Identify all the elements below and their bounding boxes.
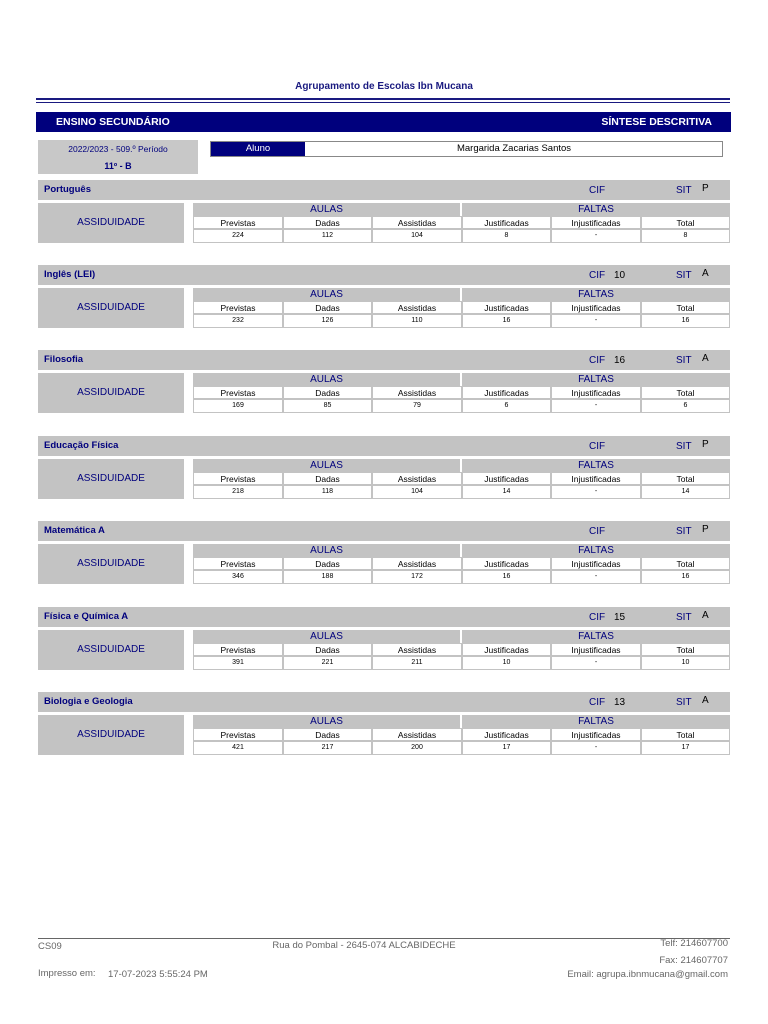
faltas-header: FALTAS	[462, 459, 730, 472]
cif-value: 10	[614, 270, 626, 281]
attendance-label: ASSIDUIDADE	[38, 544, 184, 584]
table-cell: 8	[462, 229, 551, 243]
student-box	[210, 141, 723, 157]
attendance-label: ASSIDUIDADE	[38, 288, 184, 328]
aulas-header: AULAS	[193, 630, 460, 643]
table-cell: 172	[372, 570, 462, 584]
column-header: Total	[641, 216, 730, 229]
column-header: Injustificadas	[551, 643, 641, 656]
subject-header-bar	[38, 521, 730, 541]
school-year-period: 2022/2023 - 509.º Período	[68, 144, 168, 154]
table-cell: 10	[462, 656, 551, 670]
subject-header-bar	[38, 265, 730, 285]
table-cell: 391	[193, 656, 283, 670]
table-cell: 14	[641, 485, 730, 499]
table-cell: 217	[283, 741, 372, 755]
aulas-header: AULAS	[193, 203, 460, 216]
table-cell: 126	[283, 314, 372, 328]
column-header: Previstas	[193, 728, 283, 741]
column-header: Previstas	[193, 386, 283, 399]
column-header: Injustificadas	[551, 386, 641, 399]
column-header: Justificadas	[462, 472, 551, 485]
cif-label: CIF	[589, 355, 606, 366]
subject-header-bar	[38, 692, 730, 712]
subject-name: Biologia e Geologia	[44, 696, 133, 707]
table-cell: -	[551, 741, 641, 755]
column-header: Dadas	[283, 728, 372, 741]
aulas-header: AULAS	[193, 715, 460, 728]
printed-date: 17-07-2023 5:55:24 PM	[108, 969, 208, 980]
table-cell: 104	[372, 229, 462, 243]
sit-value: A	[702, 610, 709, 621]
subject-block	[38, 521, 730, 597]
form-code: CS09	[38, 941, 62, 952]
column-header: Assistidas	[372, 216, 462, 229]
table-cell: 110	[372, 314, 462, 328]
cif-label: CIF	[589, 185, 606, 196]
sit-value: P	[702, 524, 709, 535]
attendance-label: ASSIDUIDADE	[38, 715, 184, 755]
aulas-header: AULAS	[193, 288, 460, 301]
table-cell: 224	[193, 229, 283, 243]
subject-block	[38, 607, 730, 683]
subject-header-bar	[38, 350, 730, 370]
sit-value: P	[702, 439, 709, 450]
table-cell: 17	[462, 741, 551, 755]
table-cell: 218	[193, 485, 283, 499]
period-box	[38, 140, 198, 174]
subject-block	[38, 350, 730, 426]
table-cell: 16	[641, 570, 730, 584]
sit-value: P	[702, 183, 709, 194]
faltas-header: FALTAS	[462, 288, 730, 301]
subject-header-bar	[38, 436, 730, 456]
column-header: Total	[641, 472, 730, 485]
header-rule-thin	[36, 102, 730, 103]
footer-email: Email: agrupa.ibnmucana@gmail.com	[567, 969, 728, 980]
column-header: Previstas	[193, 301, 283, 314]
column-header: Justificadas	[462, 216, 551, 229]
aulas-header: AULAS	[193, 544, 460, 557]
column-header: Justificadas	[462, 386, 551, 399]
faltas-header: FALTAS	[462, 630, 730, 643]
column-header: Total	[641, 386, 730, 399]
column-header: Previstas	[193, 216, 283, 229]
column-header: Assistidas	[372, 728, 462, 741]
table-cell: 118	[283, 485, 372, 499]
column-header: Justificadas	[462, 728, 551, 741]
column-header: Injustificadas	[551, 216, 641, 229]
table-cell: 16	[641, 314, 730, 328]
table-cell: 79	[372, 399, 462, 413]
sit-label: SIT	[676, 697, 692, 708]
column-header: Dadas	[283, 216, 372, 229]
table-cell: 421	[193, 741, 283, 755]
subject-block	[38, 692, 730, 768]
table-cell: -	[551, 570, 641, 584]
column-header: Total	[641, 728, 730, 741]
sit-label: SIT	[676, 270, 692, 281]
table-cell: 85	[283, 399, 372, 413]
section-header-bar	[36, 112, 731, 132]
column-header: Dadas	[283, 472, 372, 485]
table-cell: -	[551, 485, 641, 499]
table-cell: -	[551, 656, 641, 670]
column-header: Dadas	[283, 386, 372, 399]
footer-rule	[38, 938, 730, 939]
table-cell: 6	[641, 399, 730, 413]
table-cell: 112	[283, 229, 372, 243]
aulas-header: AULAS	[193, 373, 460, 386]
footer-address: Rua do Pombal - 2645-074 ALCABIDECHE	[272, 940, 456, 951]
header-rule	[36, 98, 730, 100]
table-cell: 346	[193, 570, 283, 584]
subject-name: Física e Química A	[44, 611, 129, 622]
column-header: Previstas	[193, 472, 283, 485]
table-cell: 211	[372, 656, 462, 670]
cif-label: CIF	[589, 441, 606, 452]
table-cell: 200	[372, 741, 462, 755]
sit-label: SIT	[676, 441, 692, 452]
subject-name: Matemática A	[44, 525, 105, 536]
subject-name: Filosofia	[44, 354, 84, 365]
column-header: Dadas	[283, 301, 372, 314]
sit-label: SIT	[676, 355, 692, 366]
report-type-title: SÍNTESE DESCRITIVA	[601, 116, 712, 128]
student-label: Aluno	[211, 142, 305, 156]
table-cell: 104	[372, 485, 462, 499]
cif-value: 15	[614, 612, 626, 623]
table-cell: -	[551, 314, 641, 328]
sit-value: A	[702, 353, 709, 364]
section-title: ENSINO SECUNDÁRIO	[56, 116, 170, 128]
table-cell: 16	[462, 570, 551, 584]
footer-fax: Fax: 214607707	[659, 955, 728, 966]
column-header: Dadas	[283, 643, 372, 656]
attendance-label: ASSIDUIDADE	[38, 459, 184, 499]
faltas-header: FALTAS	[462, 715, 730, 728]
student-name: Margarida Zacarias Santos	[456, 143, 572, 154]
cif-value: 16	[614, 355, 626, 366]
column-header: Injustificadas	[551, 472, 641, 485]
cif-label: CIF	[589, 697, 606, 708]
table-cell: -	[551, 399, 641, 413]
footer-phone: Telf: 214607700	[660, 938, 728, 949]
table-cell: 232	[193, 314, 283, 328]
column-header: Total	[641, 643, 730, 656]
school-name: Agrupamento de Escolas Ibn Mucana	[295, 81, 473, 92]
subject-header-bar	[38, 607, 730, 627]
sit-label: SIT	[676, 526, 692, 537]
column-header: Assistidas	[372, 557, 462, 570]
faltas-header: FALTAS	[462, 373, 730, 386]
cif-value: 13	[614, 697, 626, 708]
column-header: Previstas	[193, 643, 283, 656]
subject-header-bar	[38, 180, 730, 200]
column-header: Justificadas	[462, 643, 551, 656]
table-cell: 10	[641, 656, 730, 670]
table-cell: 221	[283, 656, 372, 670]
column-header: Assistidas	[372, 472, 462, 485]
attendance-label: ASSIDUIDADE	[38, 203, 184, 243]
table-cell: 6	[462, 399, 551, 413]
class-label: 11º - B	[104, 161, 132, 171]
table-cell: 169	[193, 399, 283, 413]
subject-block	[38, 436, 730, 512]
table-cell: 188	[283, 570, 372, 584]
printed-label: Impresso em:	[38, 968, 96, 979]
aulas-header: AULAS	[193, 459, 460, 472]
table-cell: 14	[462, 485, 551, 499]
table-cell: 17	[641, 741, 730, 755]
table-cell: 16	[462, 314, 551, 328]
column-header: Justificadas	[462, 301, 551, 314]
column-header: Assistidas	[372, 386, 462, 399]
column-header: Assistidas	[372, 301, 462, 314]
table-cell: -	[551, 229, 641, 243]
column-header: Total	[641, 301, 730, 314]
cif-label: CIF	[589, 612, 606, 623]
column-header: Injustificadas	[551, 301, 641, 314]
column-header: Total	[641, 557, 730, 570]
attendance-label: ASSIDUIDADE	[38, 373, 184, 413]
sit-value: A	[702, 268, 709, 279]
sit-value: A	[702, 695, 709, 706]
column-header: Previstas	[193, 557, 283, 570]
subject-name: Português	[44, 184, 91, 195]
subject-block	[38, 265, 730, 341]
attendance-label: ASSIDUIDADE	[38, 630, 184, 670]
column-header: Injustificadas	[551, 728, 641, 741]
faltas-header: FALTAS	[462, 544, 730, 557]
table-cell: 8	[641, 229, 730, 243]
subject-name: Educação Física	[44, 440, 119, 451]
column-header: Dadas	[283, 557, 372, 570]
column-header: Injustificadas	[551, 557, 641, 570]
faltas-header: FALTAS	[462, 203, 730, 216]
cif-label: CIF	[589, 526, 606, 537]
subject-name: Inglês (LEI)	[44, 269, 96, 280]
sit-label: SIT	[676, 612, 692, 623]
column-header: Justificadas	[462, 557, 551, 570]
cif-label: CIF	[589, 270, 606, 281]
subject-block	[38, 180, 730, 256]
column-header: Assistidas	[372, 643, 462, 656]
sit-label: SIT	[676, 185, 692, 196]
